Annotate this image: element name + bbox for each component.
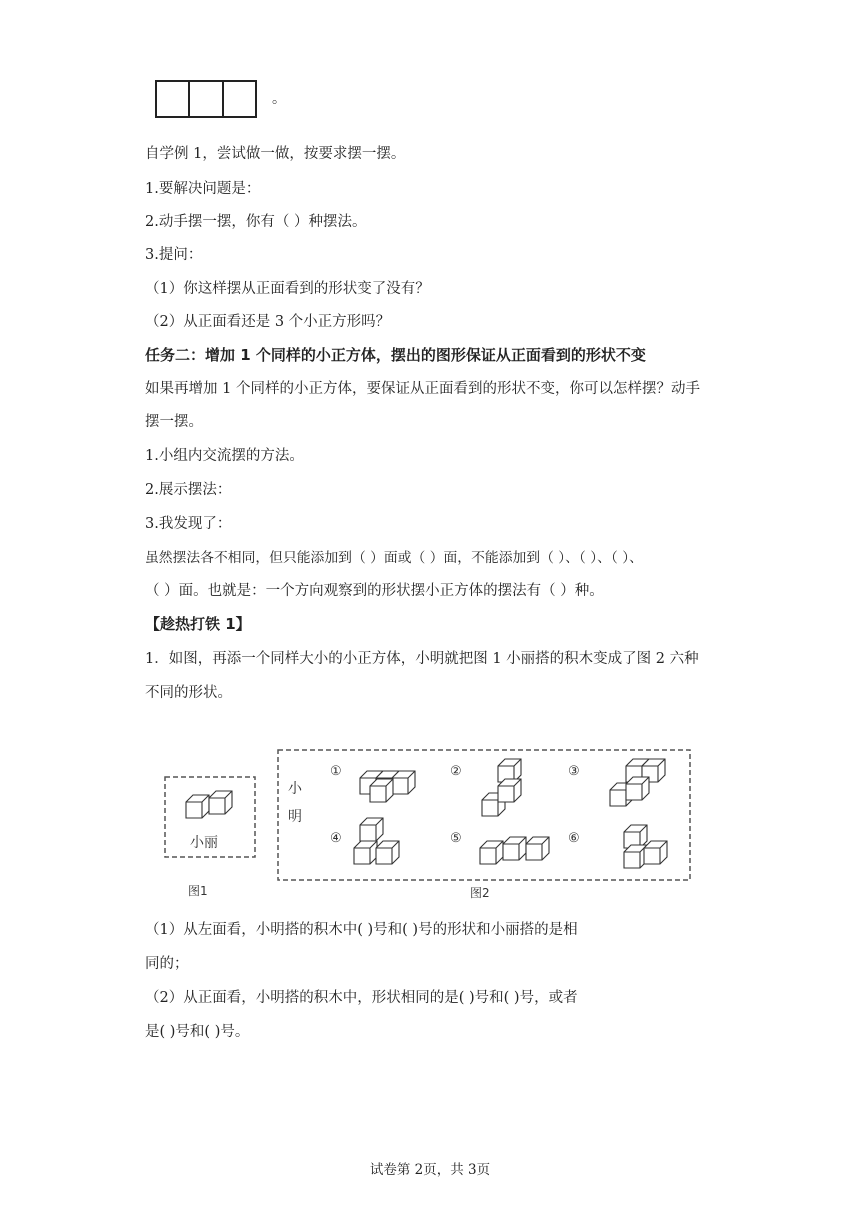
- label-3: ③: [568, 764, 580, 779]
- cube-figure: [160, 745, 700, 905]
- section-heading: 【趁热打铁 1】: [145, 615, 251, 633]
- square: [188, 80, 223, 118]
- square: [155, 80, 190, 118]
- fig-caption-1: 图1: [188, 884, 208, 898]
- label-4: ④: [330, 831, 342, 846]
- label-2: ②: [450, 764, 462, 779]
- question-line: （1）从左面看，小明搭的积木中( )号和( )号的形状和小丽搭的是相: [145, 922, 578, 938]
- text-line: （2）从正面看还是 3 个小正方形吗？: [145, 314, 391, 330]
- text-line: 如果再增加 1 个同样的小正方体，要保证从正面看到的形状不变，你可以怎样摆？动手: [145, 381, 700, 397]
- three-square-figure: [155, 80, 257, 118]
- text-line: 摆一摆。: [145, 414, 203, 430]
- question-line: 同的；: [145, 956, 189, 972]
- text-line: （1）你这样摆从正面看到的形状变了没有？: [145, 281, 430, 297]
- text-line: 自学例 1，尝试做一做，按要求摆一摆。: [145, 146, 406, 162]
- question-line: 是( )号和( )号。: [145, 1024, 250, 1040]
- label-1: ①: [330, 764, 342, 779]
- question-line: 不同的形状。: [145, 685, 232, 701]
- fig-label-xiaoming-2: 明: [288, 809, 302, 825]
- fig-label-xiaoming-1: 小: [288, 781, 302, 797]
- text-line: 2.展示摆法：: [145, 482, 232, 498]
- text-line: 3.提问：: [145, 247, 203, 263]
- fig-caption-2: 图2: [470, 886, 490, 900]
- text-line: 2.动手摆一摆，你有（ ）种摆法。: [145, 214, 367, 230]
- text-line: 1.要解决问题是：: [145, 181, 261, 197]
- label-5: ⑤: [450, 831, 462, 846]
- label-6: ⑥: [568, 831, 580, 846]
- page-footer: 试卷第 2页，共 3页: [369, 1162, 491, 1178]
- text-line: 1.小组内交流摆的方法。: [145, 448, 304, 464]
- text-line: （ ）面。也就是：一个方向观察到的形状摆小正方体的摆法有（ ）种。: [145, 583, 604, 599]
- task-heading: 任务二：增加 1 个同样的小正方体，摆出的图形保证从正面看到的形状不变: [145, 346, 646, 364]
- period-mark: 。: [272, 91, 286, 107]
- question-line: （2）从正面看，小明搭的积木中，形状相同的是( )号和( )号，或者: [145, 990, 578, 1006]
- question-line: 1．如图，再添一个同样大小的小正方体，小明就把图 1 小丽搭的积木变成了图 2 六种: [145, 651, 699, 667]
- fig-label-xiaoli: 小丽: [190, 835, 218, 851]
- text-line: 3.我发现了：: [145, 516, 232, 532]
- text-line: 虽然摆法各不相同，但只能添加到（ ）面或（ ）面，不能添加到（ ）、（ ）、（ ）、: [145, 550, 643, 566]
- square: [222, 80, 257, 118]
